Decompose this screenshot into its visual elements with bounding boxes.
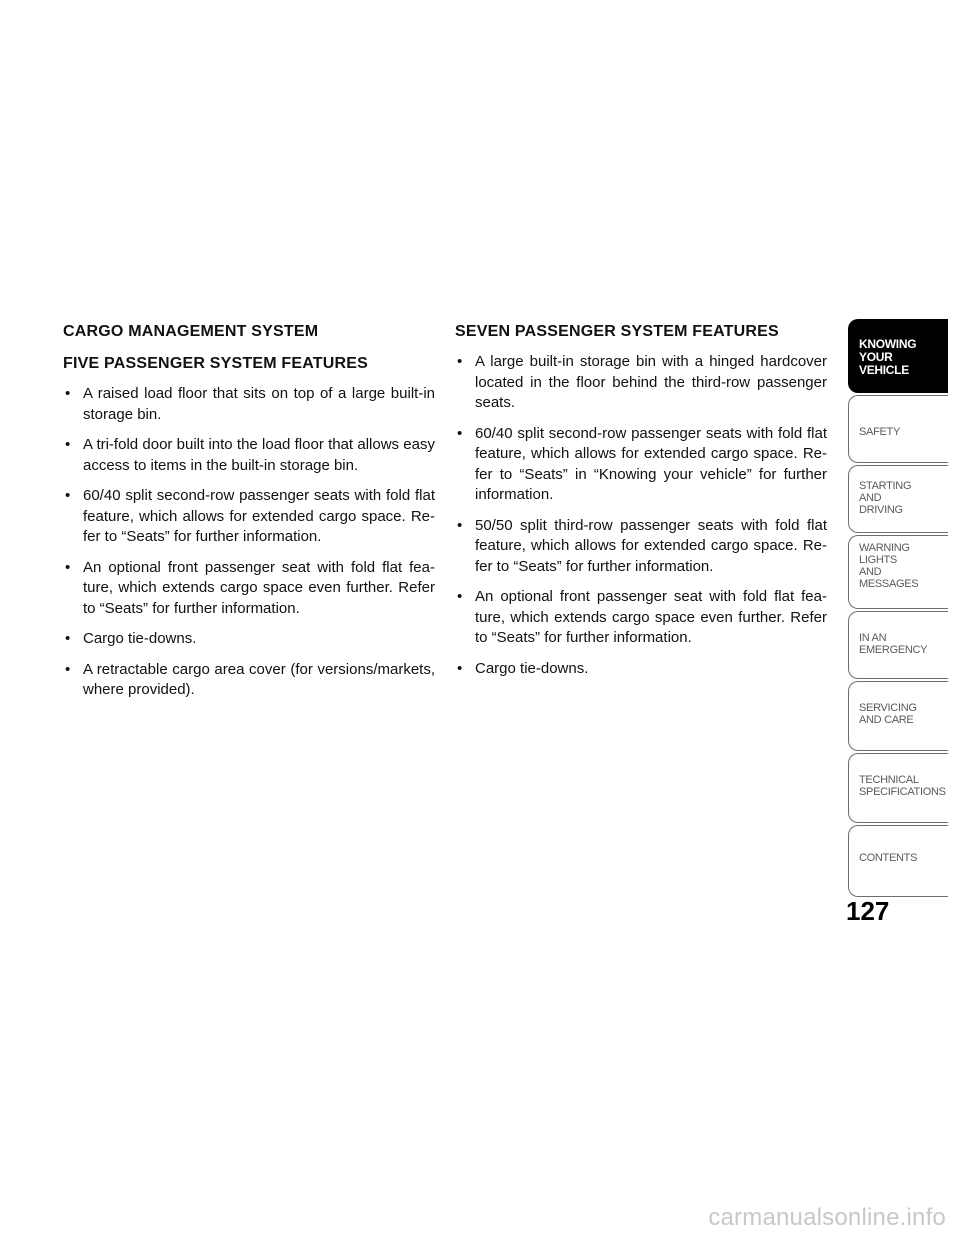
list-item: • A tri-fold door built into the load floor that allows easy access to items in the built-in storage bin. — [63, 435, 435, 476]
watermark: carmanualsonline.info — [708, 1204, 946, 1231]
tab-in-an-emergency[interactable] — [848, 611, 948, 679]
tab-label: STARTING AND DRIVING — [859, 480, 912, 516]
tab-warning-lights-and-messages[interactable] — [848, 535, 948, 609]
list-item: • 60/40 split second-row passenger seats with fold flat feature, which allows for extended cargo space. Re-fer to “Seats” in “Knowing your vehicle” for further information. — [455, 424, 827, 506]
right-column — [455, 322, 827, 689]
list-item: • A large built-in storage bin with a hinged hardcover located in the floor behind the third-row passenger seats. — [455, 352, 827, 414]
tab-label: WARNING LIGHTS AND MESSAGES — [859, 542, 919, 590]
left-column — [63, 322, 435, 711]
chapter-tabs — [848, 319, 948, 899]
seven-passenger-list — [455, 352, 827, 679]
tab-label: CONTENTS — [859, 852, 918, 864]
list-item: • 60/40 split second-row passenger seats with fold flat feature, which allows for extended cargo space. Re-fer to “Seats” for further information. — [63, 486, 435, 548]
list-item: • An optional front passenger seat with fold flat fea-ture, which extends cargo space even further. Refer to “Seats” for further information. — [63, 558, 435, 620]
tab-safety[interactable] — [848, 395, 948, 463]
list-item: • A retractable cargo area cover (for versions/markets, where provided). — [63, 660, 435, 701]
list-item: • Cargo tie-downs. — [63, 629, 435, 650]
section-title: CARGO MANAGEMENT SYSTEM — [63, 323, 319, 340]
list-item: • Cargo tie-downs. — [455, 659, 827, 680]
tab-label: IN AN EMERGENCY — [859, 632, 928, 656]
tab-knowing-your-vehicle[interactable] — [848, 319, 948, 393]
tab-technical-specifications[interactable] — [848, 753, 948, 823]
page-number: 127 — [846, 896, 890, 926]
five-passenger-list — [63, 384, 435, 701]
list-item: • An optional front passenger seat with fold flat fea-ture, which extends cargo space even further. Refer to “Seats” for further information. — [455, 587, 827, 649]
list-item: • A raised load floor that sits on top of a large built-in storage bin. — [63, 384, 435, 425]
tab-label: SAFETY — [859, 426, 900, 438]
tab-label: KNOWING YOUR VEHICLE — [859, 337, 917, 377]
tab-label: SERVICING AND CARE — [859, 702, 917, 726]
tab-contents[interactable] — [848, 825, 948, 897]
tab-label: TECHNICAL SPECIFICATIONS — [859, 774, 946, 798]
tab-starting-and-driving[interactable] — [848, 465, 948, 533]
tab-servicing-and-care[interactable] — [848, 681, 948, 751]
seven-passenger-heading: SEVEN PASSENGER SYSTEM FEATURES — [455, 323, 779, 340]
five-passenger-heading: FIVE PASSENGER SYSTEM FEATURES — [63, 355, 369, 372]
list-item: • 50/50 split third-row passenger seats with fold flat feature, which allows for extended cargo space. Re-fer to “Seats” for further information. — [455, 516, 827, 578]
